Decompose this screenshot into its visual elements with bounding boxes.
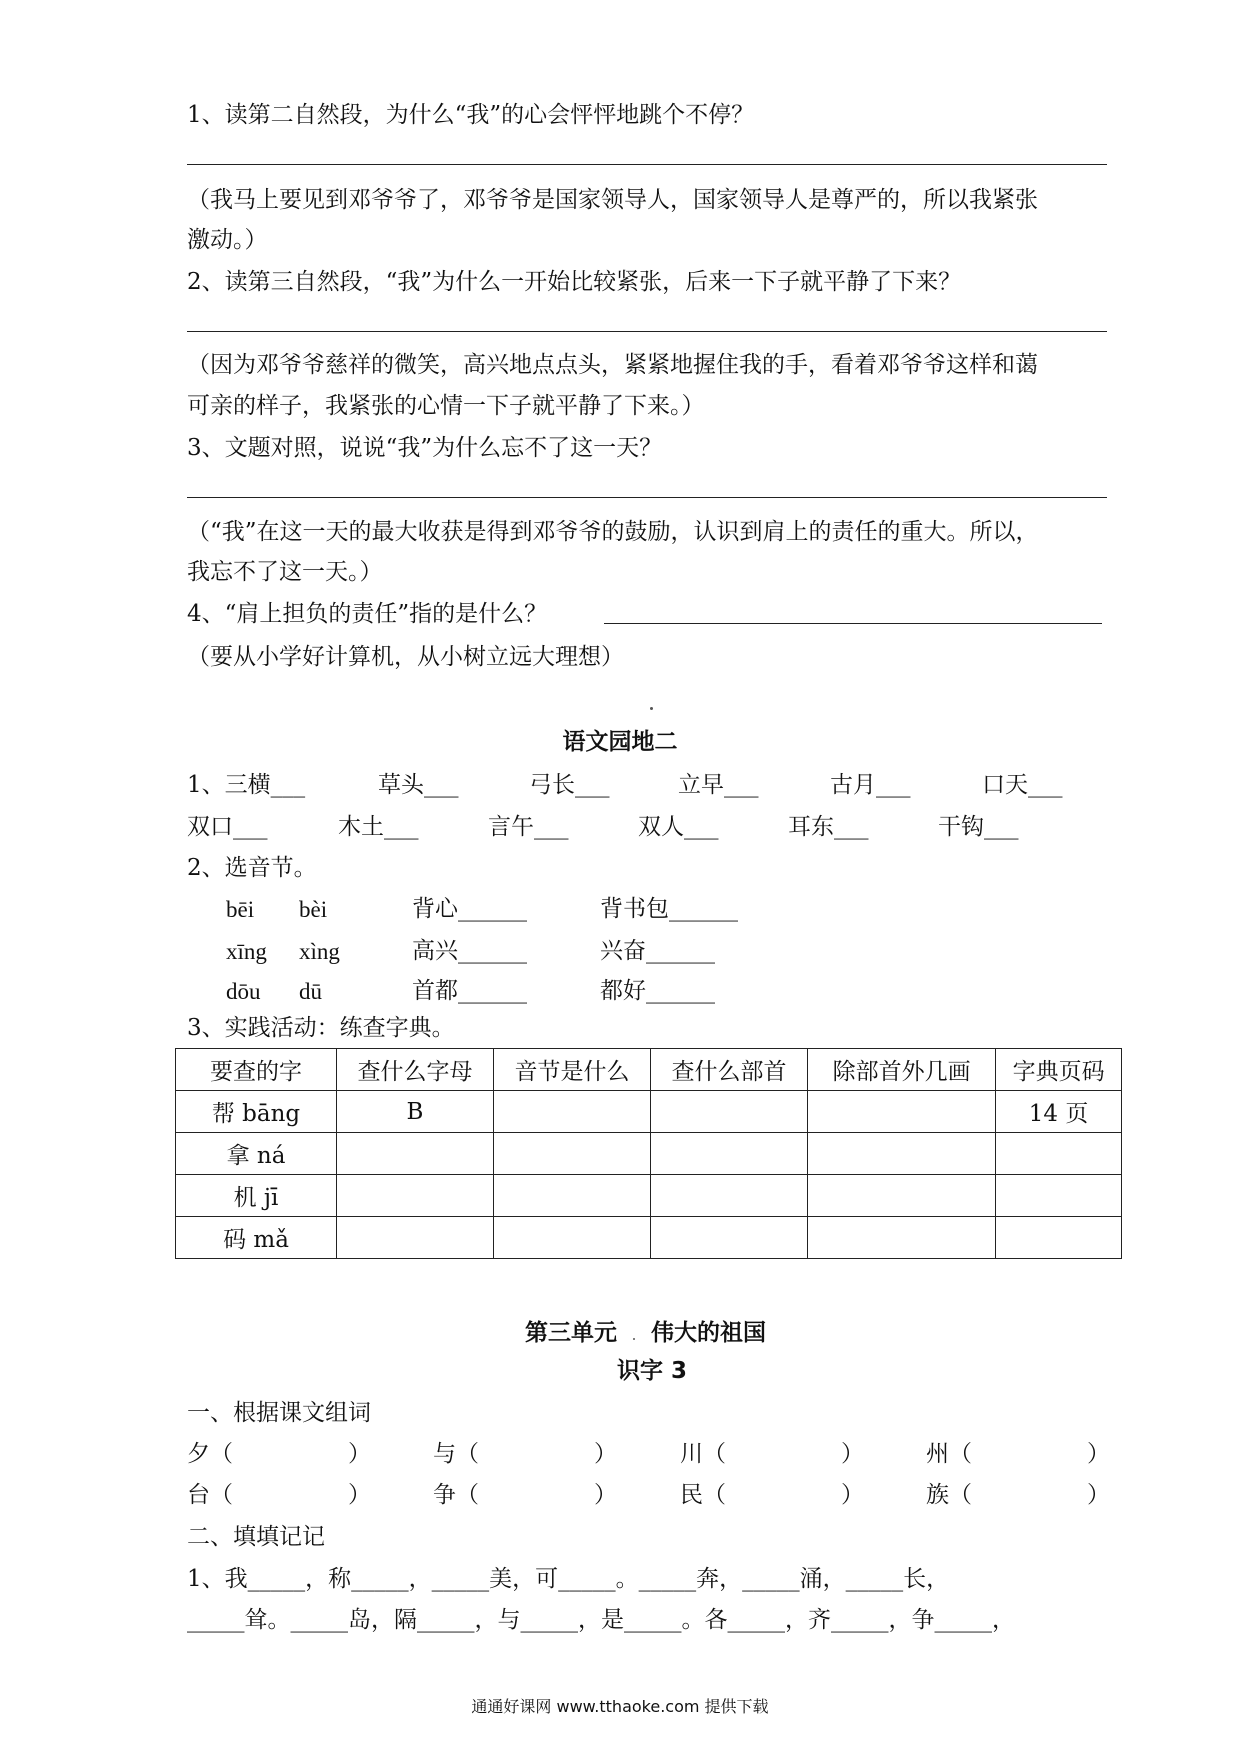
dictionary-table — [175, 1048, 1122, 1259]
word-blank: 背书包______ — [600, 896, 738, 922]
table-row — [176, 1091, 1122, 1133]
answer-line-4 — [604, 623, 1102, 624]
table-cell — [651, 1091, 808, 1133]
stroke-item: 1、三横___ — [187, 772, 306, 798]
question-3: 3、文题对照，说说“我”为什么忘不了这一天？ — [187, 435, 663, 461]
stroke-item: 口天___ — [982, 772, 1063, 798]
word-blank: 川（ ） — [680, 1441, 864, 1467]
table-cell: 码 mǎ — [176, 1217, 337, 1259]
answer-2-line-1: （因为邓爷爷慈祥的微笑，高兴地点点头，紧紧地握住我的手，看着邓爷爷这样和蔼 — [187, 352, 1038, 378]
table-cell — [651, 1217, 808, 1259]
column-header: 查什么字母 — [337, 1049, 494, 1091]
stroke-item: 古月___ — [830, 772, 911, 798]
column-header: 字典页码 — [996, 1049, 1122, 1091]
word-blank: 争（ ） — [433, 1482, 617, 1508]
question-2: 2、读第三自然段，“我”为什么一开始比较紧张，后来一下子就平静了下来？ — [187, 269, 962, 295]
table-cell — [808, 1175, 996, 1217]
table-cell — [494, 1133, 651, 1175]
fill-line-1: 1、我_____，称_____，_____美，可_____。_____奔，_____涌，_____长， — [187, 1566, 950, 1592]
table-cell: 帮 bāng — [176, 1091, 337, 1133]
unit-subtitle: 伟大的祖国 — [651, 1320, 766, 1346]
word-blank: 都好______ — [600, 978, 715, 1004]
word-blank: 背心______ — [412, 896, 527, 922]
stroke-item: 弓长___ — [529, 772, 610, 798]
question-4: 4、“肩上担负的责任”指的是什么？ — [187, 601, 548, 627]
word-blank: 州（ ） — [926, 1441, 1110, 1467]
word-blank: 与（ ） — [433, 1441, 617, 1467]
column-header: 查什么部首 — [651, 1049, 808, 1091]
table-cell — [337, 1133, 494, 1175]
question-dictionary: 3、实践活动：练查字典。 — [187, 1015, 455, 1041]
answer-line-3 — [187, 497, 1107, 498]
stroke-item: 双口___ — [187, 814, 268, 840]
word-blank: 首都______ — [412, 978, 527, 1004]
pinyin-option: dū — [299, 979, 322, 1004]
answer-line-1 — [187, 164, 1107, 165]
table-cell: 机 jī — [176, 1175, 337, 1217]
lesson-title: 识字 3 — [617, 1358, 688, 1384]
unit-title: 第三单元 — [525, 1320, 617, 1346]
question-syllable: 2、选音节。 — [187, 855, 317, 881]
footer-credit: 通通好课网 www.tthaoke.com 提供下载 — [471, 1697, 769, 1716]
section-heading-1: 一、根据课文组词 — [187, 1400, 371, 1426]
table-cell — [808, 1217, 996, 1259]
answer-2-line-2: 可亲的样子，我紧张的心情一下子就平静了下来。） — [187, 393, 705, 419]
pinyin-option: dōu — [226, 979, 261, 1004]
table-cell — [494, 1175, 651, 1217]
answer-1-line-2: 激动。） — [187, 227, 268, 253]
table-cell — [337, 1175, 494, 1217]
pinyin-option: bèi — [299, 897, 328, 922]
table-header-row — [176, 1049, 1122, 1091]
answer-1-line-1: （我马上要见到邓爷爷了，邓爷爷是国家领导人，国家领导人是尊严的，所以我紧张 — [187, 187, 1038, 213]
section-heading-2: 二、填填记记 — [187, 1524, 325, 1550]
table-cell — [808, 1091, 996, 1133]
stroke-item: 耳东___ — [788, 814, 869, 840]
answer-3-line-1: （“我”在这一天的最大收获是得到邓爷爷的鼓励，认识到肩上的责任的重大。所以， — [187, 519, 1039, 545]
stroke-item: 言午___ — [488, 814, 569, 840]
table-cell: B — [337, 1091, 494, 1133]
word-blank: 夕（ ） — [187, 1441, 371, 1467]
table-row — [176, 1217, 1122, 1259]
stroke-item: 草头___ — [378, 772, 459, 798]
word-blank: 族（ ） — [926, 1482, 1110, 1508]
table-cell — [337, 1217, 494, 1259]
fill-line-2: _____耸。_____岛，隔_____，与_____，是_____。各_____，齐_____，争_____， — [187, 1607, 1015, 1633]
table-row — [176, 1133, 1122, 1175]
table-cell — [996, 1133, 1122, 1175]
scan-speck — [633, 1338, 635, 1340]
table-cell: 14 页 — [996, 1091, 1122, 1133]
word-blank: 兴奋______ — [600, 938, 715, 964]
question-1: 1、读第二自然段，为什么“我”的心会怦怦地跳个不停？ — [187, 102, 755, 128]
answer-line-2 — [187, 331, 1107, 332]
section-title-garden: 语文园地二 — [562, 729, 678, 755]
scan-speck — [650, 707, 653, 710]
stroke-item: 双人___ — [638, 814, 719, 840]
table-cell — [494, 1217, 651, 1259]
column-header: 音节是什么 — [494, 1049, 651, 1091]
table-cell — [808, 1133, 996, 1175]
table-cell: 拿 ná — [176, 1133, 337, 1175]
table-row — [176, 1175, 1122, 1217]
pinyin-option: xìng — [299, 939, 340, 964]
word-blank: 台（ ） — [187, 1482, 371, 1508]
word-blank: 高兴______ — [412, 938, 527, 964]
table-cell — [996, 1217, 1122, 1259]
pinyin-option: xīng — [226, 939, 267, 964]
column-header: 要查的字 — [176, 1049, 337, 1091]
pinyin-option: bēi — [226, 897, 255, 922]
answer-4: （要从小学好计算机，从小树立远大理想） — [187, 644, 624, 670]
table-cell — [651, 1175, 808, 1217]
stroke-item: 木土___ — [338, 814, 419, 840]
table-cell — [651, 1133, 808, 1175]
table-cell — [996, 1175, 1122, 1217]
answer-3-line-2: 我忘不了这一天。） — [187, 559, 383, 585]
word-blank: 民（ ） — [680, 1482, 864, 1508]
table-cell — [494, 1091, 651, 1133]
stroke-item: 立早___ — [678, 772, 759, 798]
column-header: 除部首外几画 — [808, 1049, 996, 1091]
stroke-item: 干钩___ — [938, 814, 1019, 840]
